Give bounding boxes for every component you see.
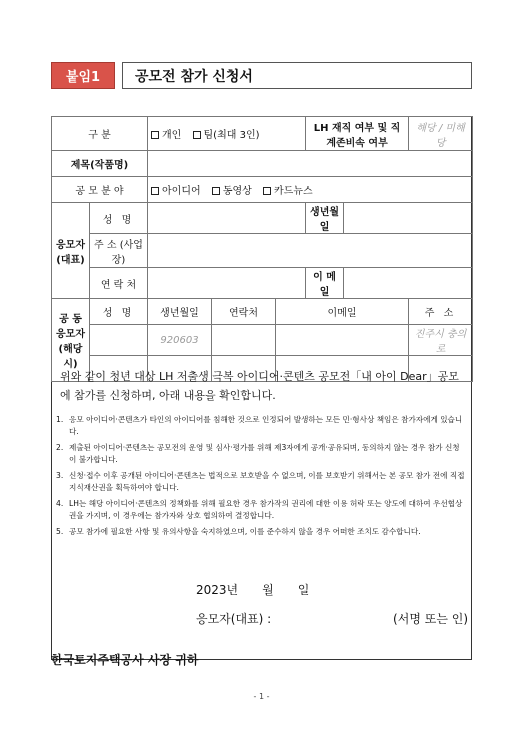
co-header-email: 이메일 [276, 299, 409, 325]
option-team[interactable]: 팀(최대 3인) [193, 126, 260, 141]
date-line [196, 581, 309, 598]
option-cardnews[interactable]: 카드뉴스 [263, 182, 313, 197]
note-item: 5. 공모 참가에 필요한 사항 및 유의사항을 숙지하였으며, 이를 준수하지 않을 경우 어떠한 조치도 감수합니다. [56, 527, 421, 536]
co-contact-field[interactable] [212, 325, 276, 356]
co-header-contact: 연락처 [212, 299, 276, 325]
co-name-field[interactable] [90, 325, 148, 356]
applicant-email-label: 이 메 일 [306, 268, 344, 299]
subject-field[interactable] [148, 151, 473, 177]
signature-note: (서명 또는 인) [393, 612, 468, 626]
date-year: 2023년 [196, 583, 239, 597]
option-video[interactable]: 동영상 [212, 182, 252, 197]
date-day: 일 [297, 583, 310, 597]
form-title: 공모전 참가 신청서 [122, 62, 472, 89]
note-item: 4. LH는 해당 아이디어·콘텐츠의 정책화를 위해 필요한 경우 참가작의 권리에 대한 이용 허락 또는 양도에 대하여 우선협상권을 가지며, 이 경우에는 참가자와 상호 협의하여 결정합니다. [56, 499, 463, 520]
subject-label: 제목(작품명) [52, 151, 148, 177]
application-table [51, 116, 473, 382]
applicant-name-label: 성 명 [90, 203, 148, 234]
note-item: 1. 응모 아이디어·콘텐츠가 타인의 아이디어를 침해한 것으로 인정되어 발생하는 모든 민·형사상 책임은 참가자에게 있습니다. [56, 415, 463, 436]
co-applicant-group-label: 공 동 응모자 (해당시) [52, 299, 90, 382]
co-address-sample[interactable]: 진주시 충의로 [409, 325, 473, 356]
field-options [148, 177, 473, 203]
statement: 위와 같이 청년 대상 LH 저출생 극복 아이디어·콘텐츠 공모전「내 아이 Dear」공모에 참가를 신청하며, 아래 내용을 확인합니다. [60, 370, 459, 402]
recipient: 한국토지주택공사 사장 귀하 [51, 653, 199, 667]
division-options [148, 117, 306, 151]
checkbox-icon [263, 187, 271, 195]
applicant-contact-label: 연 락 처 [90, 268, 148, 299]
lh-employment-hint[interactable]: 해당 / 미해당 [409, 117, 473, 151]
applicant-group-label: 응모자 (대표) [52, 203, 90, 299]
co-header-birth: 생년월일 [148, 299, 212, 325]
signature-line [196, 610, 468, 627]
note-item: 2. 제출된 아이디어·콘텐츠는 공모전의 운영 및 심사·평가를 위해 제3자에게 공개·공유되며, 동의하지 않는 경우 참가 신청이 불가합니다. [56, 443, 460, 464]
page-number: - 1 - [253, 692, 270, 701]
signature-label: 응모자(대표) : [196, 612, 272, 626]
co-header-address: 주 소 [409, 299, 473, 325]
applicant-birth-field[interactable] [344, 203, 473, 234]
option-individual[interactable]: 개인 [151, 126, 181, 141]
co-header-name: 성 명 [90, 299, 148, 325]
applicant-contact-field[interactable] [148, 268, 306, 299]
checkbox-icon [151, 131, 159, 139]
applicant-address-field[interactable] [148, 234, 473, 268]
field-label: 공 모 분 야 [52, 177, 148, 203]
lh-employment-label: LH 재직 여부 및 직계존비속 여부 [306, 117, 409, 151]
co-email-field[interactable] [276, 325, 409, 356]
option-idea[interactable]: 아이디어 [151, 182, 201, 197]
applicant-name-field[interactable] [148, 203, 306, 234]
note-item: 3. 신청·접수 이후 공개된 아이디어·콘텐츠는 법적으로 보호받을 수 없으며, 이를 보호받기 위해서는 본 공모 참가 전에 직접 지식재산권을 획득하여야 합니다. [56, 471, 465, 492]
applicant-birth-label: 생년월일 [306, 203, 344, 234]
applicant-email-field[interactable] [344, 268, 473, 299]
checkbox-icon [212, 187, 220, 195]
attachment-tag: 붙임1 [51, 62, 115, 89]
applicant-address-label: 주 소 (사업장) [90, 234, 148, 268]
notes-list [56, 414, 466, 542]
date-month: 월 [262, 583, 274, 597]
checkbox-icon [151, 187, 159, 195]
division-label: 구 분 [52, 117, 148, 151]
checkbox-icon [193, 131, 201, 139]
co-birth-sample[interactable]: 920603 [148, 325, 212, 356]
header [51, 62, 472, 89]
